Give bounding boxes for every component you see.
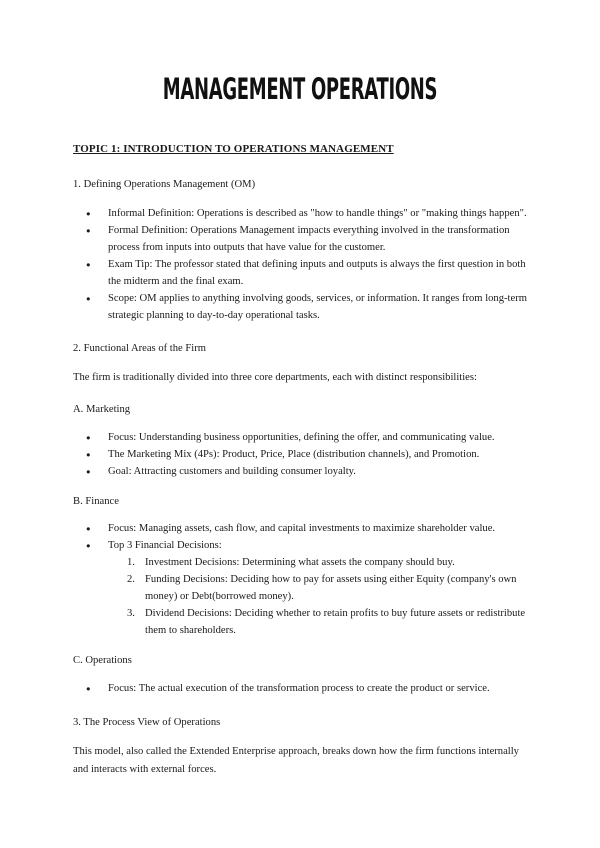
section-2-heading: 2. Functional Areas of the Firm: [73, 343, 206, 354]
list-item-continuation: the midterm and the final exam.: [108, 276, 244, 287]
numbered-item: Funding Decisions: Deciding how to pay for assets using either Equity (company's own: [145, 574, 517, 585]
list-item: ● Focus: The actual execution of the transformation process to create the product or service.: [108, 680, 490, 697]
list-item-continuation: process from inputs into outputs that have value for the customer.: [108, 242, 386, 253]
paragraph: and interacts with external forces.: [73, 764, 217, 775]
list-item: ● Top 3 Financial Decisions:: [108, 537, 222, 554]
section-1-heading: 1. Defining Operations Management (OM): [73, 179, 256, 190]
list-number: 1.: [127, 557, 135, 568]
list-item: ● The Marketing Mix (4Ps): Product, Price, Place (distribution channels), and Promotion.: [108, 446, 479, 463]
subsection-heading: A. Marketing: [73, 404, 131, 415]
subsection-heading: C. Operations: [73, 655, 132, 666]
list-item: ● Exam Tip: The professor stated that defining inputs and outputs is always the first question in both: [108, 256, 526, 273]
list-item: ● Focus: Managing assets, cash flow, and capital investments to maximize shareholder value.: [108, 520, 495, 537]
list-number: 3.: [127, 608, 135, 619]
page-title: MANAGEMENT OPERATIONS: [162, 72, 438, 106]
section-3-heading: 3. The Process View of Operations: [73, 717, 221, 728]
subsection-heading: B. Finance: [73, 496, 119, 507]
numbered-item: Dividend Decisions: Deciding whether to retain profits to buy future assets or redistribute: [145, 608, 526, 619]
list-number: 2.: [127, 574, 135, 585]
list-item: ● Formal Definition: Operations Management impacts everything involved in the transformation: [108, 222, 510, 239]
paragraph: This model, also called the Extended Enterprise approach, breaks down how the firm functions internally: [73, 746, 519, 757]
paragraph: The firm is traditionally divided into three core departments, each with distinct responsibilities:: [73, 372, 477, 383]
numbered-item: Investment Decisions: Determining what assets the company should buy.: [145, 557, 455, 568]
list-item: ● Scope: OM applies to anything involving goods, services, or information. It ranges from long-term: [108, 290, 527, 307]
topic-heading: TOPIC 1: INTRODUCTION TO OPERATIONS MANAGEMENT: [73, 143, 394, 155]
list-item-continuation: strategic planning to day-to-day operational tasks.: [108, 310, 320, 321]
list-item: ● Informal Definition: Operations is described as "how to handle things" or "making things happen".: [108, 205, 527, 222]
list-item: ● Focus: Understanding business opportunities, defining the offer, and communicating value.: [108, 429, 495, 446]
numbered-item-continuation: them to shareholders.: [145, 625, 236, 636]
numbered-item-continuation: money) or Debt(borrowed money).: [145, 591, 294, 602]
list-item: ● Goal: Attracting customers and building consumer loyalty.: [108, 463, 356, 480]
